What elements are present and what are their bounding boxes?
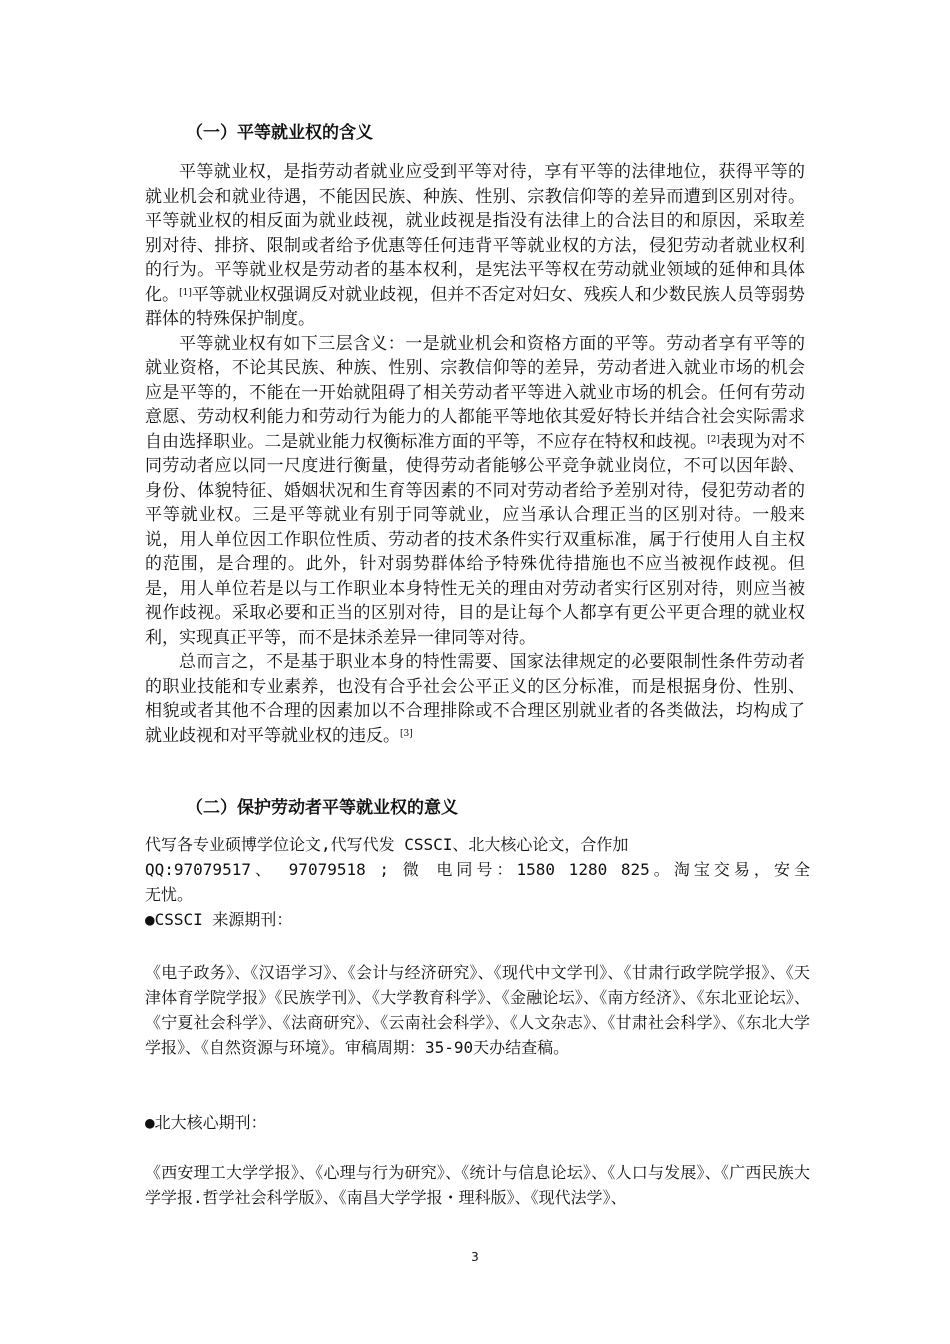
page-number: 3 bbox=[471, 1250, 479, 1264]
cssci-label: ●CSSCI 来源期刊： bbox=[145, 910, 293, 929]
paragraph-2: 平等就业权有如下三层含义：一是就业机会和资格方面的平等。劳动者享有平等的就业资格，不论其民族、种族、性别、宗教信仰等的差异，劳动者进入就业市场的机会应是平等的，不能在一开始就阻碍了相关劳动者平等进入就业市场的机会。任何有劳动意愿、劳动权利能力和劳动行为能力的人都能平等地依其爱好特长并结合社会实际需求自由选择职业。二是就业能力权衡标准方面的平等，不应存在特权和歧视。[2]表现为对不同劳动者应以同一尺度进行衡量，使得劳动者能够公平竞争就业岗位，不可以因年龄、身份、体貌特征、婚姻状况和生育等因素的不同对劳动者给予差别对待，侵犯劳动者的平等就业权。三是平等就业有别于同等就业，应当承认合理正当的区别对待。一般来说，用人单位因工作职位性质、劳动者的技术条件实行双重标准，属于行使用人自主权的范围，是合理的。此外，针对弱势群体给予特殊优待措施也不应当被视作歧视。但是，用人单位若是以与工作职业本身特性无关的理由对劳动者实行区别对待，则应当被视作歧视。采取必要和正当的区别对待，目的是让每个人都享有更公平更合理的就业权利，实现真正平等，而不是抹杀差异一律同等对待。 bbox=[145, 333, 806, 648]
pku-label: ●北大核心期刊： bbox=[145, 1113, 267, 1132]
ad-line-1: 代写各专业硕博学位论文,代写代发 CSSCI、北大核心论文，合作加 bbox=[145, 835, 629, 854]
section-heading-1: （一）平等就业权的含义 bbox=[186, 123, 373, 143]
paragraph-1: 平等就业权，是指劳动者就业应受到平等对待，享有平等的法律地位，获得平等的就业机会和就业待遇，不能因民族、种族、性别、宗教信仰等的差异而遭到区别对待。平等就业权的相反面为就业歧视，就业歧视是指没有法律上的合法目的和原因，采取差别对待、排挤、限制或者给予优惠等任何违背平等就业权的方法，侵犯劳动者就业权利的行为。平等就业权是劳动者的基本权利，是宪法平等权在劳动就业领域的延伸和具体化。[1]平等就业权强调反对就业歧视，但并不否定对妇女、残疾人和少数民族人员等弱势群体的特殊保护制度。 bbox=[145, 162, 806, 329]
ad-line-2: QQ:97079517、 97079518 ; 微 电同号：1580 1280 825。淘宝交易，安全 bbox=[145, 860, 810, 879]
citation-3: [3] bbox=[400, 728, 413, 739]
cssci-journal-list: 《电子政务》、《汉语学习》、《会计与经济研究》、《现代中文学刊》、《甘肃行政学院学报》、《天津体育学院学报》《民族学刊》、《大学教育科学》、《金融论坛》、《南方经济》、《东北亚论坛》、《宁夏社会科学》、《法商研究》、《云南社会科学》、《人文杂志》、《甘肃社会科学》、《东北大学学报》、《自然资源与环境》。审稿周期：35-90天办结查稿。 bbox=[145, 963, 810, 1057]
paragraph-3: 总而言之，不是基于职业本身的特性需要、国家法律规定的必要限制性条件劳动者的职业技能和专业素养，也没有合乎社会公平正义的区分标准，而是根据身份、性别、相貌或者其他不合理的因素加以不合理排除或不合理区别就业者的各类做法，均构成了就业歧视和对平等就业权的违反。[3] bbox=[145, 652, 805, 746]
citation-2: [2] bbox=[707, 434, 720, 445]
section-heading-2: （二）保护劳动者平等就业权的意义 bbox=[186, 798, 458, 818]
pku-journal-list: 《西安理工大学学报》、《心理与行为研究》、《统计与信息论坛》、《人口与发展》、《广西民族大学学报.哲学社会科学版》、《南昌大学学报・理科版》、《现代法学》、 bbox=[145, 1163, 810, 1207]
citation-1: [1] bbox=[179, 287, 192, 298]
ad-line-3: 无忧。 bbox=[145, 885, 194, 904]
advertisement-block bbox=[145, 832, 810, 932]
section-1-body bbox=[145, 160, 805, 748]
